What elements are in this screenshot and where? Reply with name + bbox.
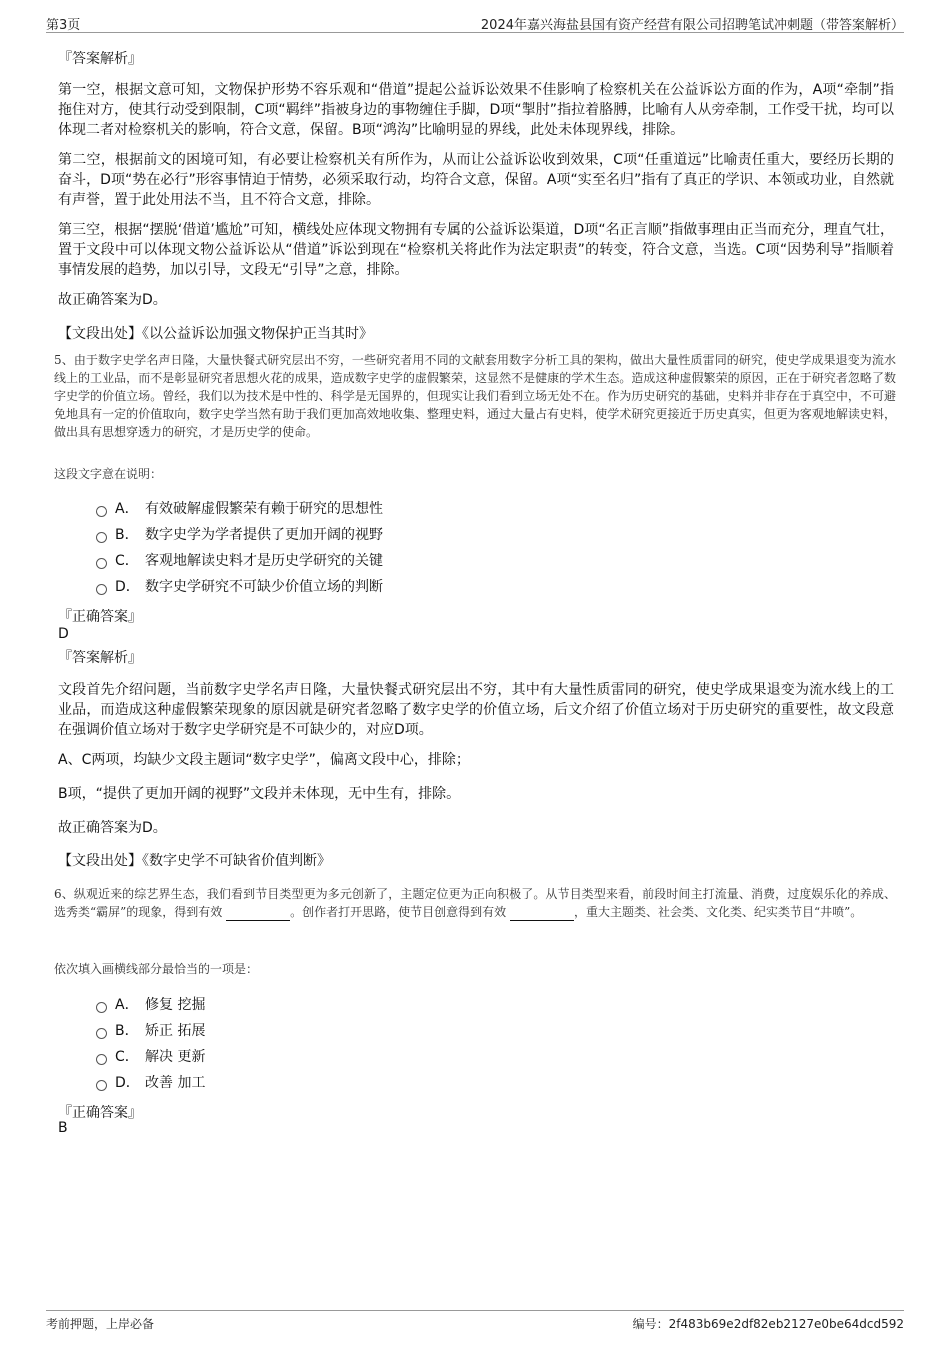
option-a[interactable]: A． 有效破解虚假繁荣有赖于研究的思想性 <box>96 499 383 519</box>
analysis-paragraph: B项，“提供了更加开阔的视野”文段并未体现，无中生有，排除。 <box>58 786 461 802</box>
question-prompt: 这段文字意在说明： <box>54 467 163 481</box>
radio-button-icon[interactable] <box>96 1002 107 1013</box>
document-id: 编号：2f483b69e2df82eb2127e0be64dcd592 <box>632 1317 904 1331</box>
correct-answer: B <box>58 1120 68 1136</box>
analysis-paragraph: 第一空，根据文意可知，文物保护形势不容乐观和“借道”提起公益诉讼效果不佳影响了检察机关在公益诉讼方面的作为，A项“牵制”指拖住对方，使其行动受到限制，C项“羁绊”指被身边的事物缠住手脚，D项“掣肘”指拉着胳膊，比喻有人从旁牵制，工作受干扰，均可以体现二者对检察机关的影响，符合文意，保留。B项“鸿沟”比喻明显的界线，此处未体现界线，排除。 <box>58 82 894 138</box>
analysis-paragraph: 第二空，根据前文的困境可知，有必要让检察机关有所作为，从而让公益诉讼收到效果，C项“任重道远”比喻责任重大，要经历长期的奋斗，D项“势在必行”形容事情迫于情势，必须采取行动，均符合文意，保留。A项“实至名归”指有了真正的学识、本领或功业，自然就有声誉，置于此处用法不当，且不符合文意，排除。 <box>58 152 894 208</box>
analysis-paragraph: 第三空，根据“摆脱‘借道’尴尬”可知，横线处应体现文物拥有专属的公益诉讼渠道，D项“名正言顺”指做事理由正当而充分，理直气壮，置于文段中可以体现文物公益诉讼从“借道”诉讼到现在“检察机关将此作为法定职责”的转变，符合文意，当选。C项“因势利导”指顺着事情发展的趋势，加以引导，文段无“引导”之意，排除。 <box>58 222 894 278</box>
option-c[interactable]: C． 客观地解读史料才是历史学研究的关键 <box>96 551 383 571</box>
radio-button-icon[interactable] <box>96 584 107 595</box>
question-stem: 5、由于数字史学名声日隆，大量快餐式研究层出不穷，一些研究者用不同的文献套用数字分析工具的架构，做出大量性质雷同的研究，使史学成果退变为流水线上的工业品，而不是彰显研究者思想火花的成果，造成数字史学的虚假繁荣，这显然不是健康的学术生态。造成这种虚假繁荣的原因，正在于研究者忽略了数字史学的价值立场。曾经，我们以为技术是中性的、科学是无国界的，但现实让我们看到立场无处不在。作为历史研究的基础，史料并非存在于真空中，不可避免地具有一定的价值取向，数字史学当然有助于我们更加高效地收集、整理史料，通过大量占有史料，使学术研究更接近于历史真实，但更为客观地解读史料，做出具有思想穿透力的研究，才是历史学的使命。 <box>54 353 896 439</box>
correct-answer-label: 『正确答案』 <box>58 1105 142 1121</box>
correct-answer: D <box>58 626 69 642</box>
page-footer <box>46 1310 904 1335</box>
option-b[interactable]: B． 矫正 拓展 <box>96 1021 205 1041</box>
analysis-paragraph: A、C两项，均缺少文段主题词“数字史学”，偏离文段中心，排除； <box>58 752 470 768</box>
page-header <box>46 12 904 33</box>
analysis-label: 『答案解析』 <box>58 51 142 67</box>
radio-button-icon[interactable] <box>96 558 107 569</box>
correct-answer-label: 『正确答案』 <box>58 609 142 625</box>
source-citation: 【文段出处】《数字史学不可缺省价值判断》 <box>58 853 331 869</box>
radio-button-icon[interactable] <box>96 1028 107 1039</box>
radio-button-icon[interactable] <box>96 506 107 517</box>
conclusion-text: 故正确答案为D。 <box>58 292 167 308</box>
analysis-label: 『答案解析』 <box>58 650 142 666</box>
fill-blank <box>510 906 574 921</box>
document-title: 2024年嘉兴海盐县国有资产经营有限公司招聘笔试冲刺题（带答案解析） <box>480 18 904 33</box>
option-d[interactable]: D． 改善 加工 <box>96 1073 205 1093</box>
radio-button-icon[interactable] <box>96 1080 107 1091</box>
question-stem: 6、纵观近来的综艺界生态，我们看到节目类型更为多元创新了，主题定位更为正向积极了。从节目类型来看，前段时间主打流量、消费，过度娱乐化的养成、选秀类“霸屏”的现象，得到有效 。创作者打开思路，使节目创意得到有效 ，重大主题类、社会类、文化类、纪实类节目“井喷”。 <box>54 887 896 919</box>
source-citation: 【文段出处】《以公益诉讼加强文物保护正当其时》 <box>58 326 373 342</box>
option-a[interactable]: A． 修复 挖掘 <box>96 995 205 1015</box>
option-b[interactable]: B． 数字史学为学者提供了更加开阔的视野 <box>96 525 383 545</box>
conclusion-text: 故正确答案为D。 <box>58 820 167 836</box>
radio-button-icon[interactable] <box>96 532 107 543</box>
footer-slogan: 考前押题，上岸必备 <box>46 1317 155 1331</box>
radio-button-icon[interactable] <box>96 1054 107 1065</box>
fill-blank <box>226 906 290 921</box>
page-number: 第3页 <box>46 18 81 33</box>
option-c[interactable]: C． 解决 更新 <box>96 1047 205 1067</box>
analysis-paragraph: 文段首先介绍问题，当前数字史学名声日隆，大量快餐式研究层出不穷，其中有大量性质雷同的研究，使史学成果退变为流水线上的工业品，而造成这种虚假繁荣现象的原因就是研究者忽略了数字史学的价值立场，后文介绍了价值立场对于历史研究的重要性，故文段意在强调价值立场对于数字史学研究是不可缺少的，对应D项。 <box>58 682 894 738</box>
question-prompt: 依次填入画横线部分最恰当的一项是： <box>54 962 259 976</box>
option-d[interactable]: D． 数字史学研究不可缺少价值立场的判断 <box>96 577 383 597</box>
